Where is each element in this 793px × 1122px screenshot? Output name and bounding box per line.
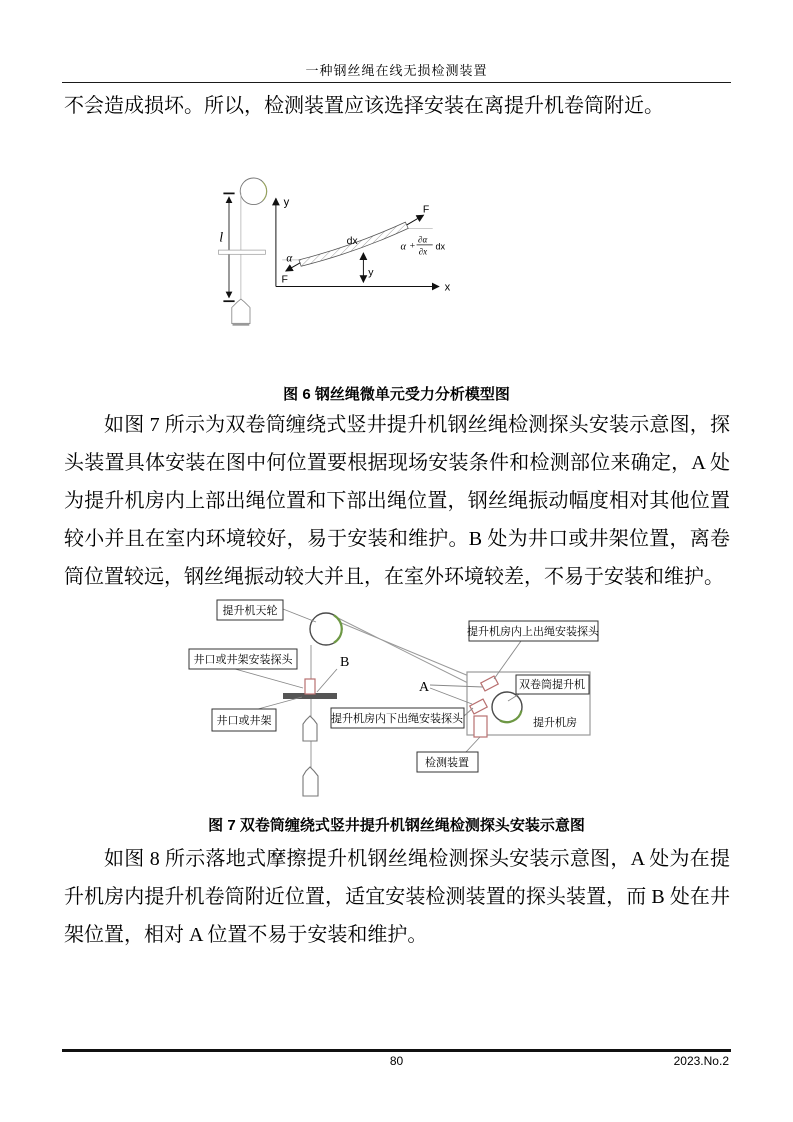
label-lower-probe: 提升机房内下出绳安装探头 [331,713,463,725]
footer-rule [62,1049,731,1052]
paragraph-2: 如图 7 所示为双卷筒缠绕式竖井提升机钢丝绳检测探头安装示意图，探头装置具体安装在图中何位置要根据现场安装条件和检测部位来确定，A 处为提升机房内上部出绳位置和下部出绳位置，钢丝绳振动幅度相对其他位置较小并且在室内环境较好，易于安装和维护。B 处为井口或井架位置，离卷筒位置较远，钢丝绳振动较大并且，在室外环境较差，不易于安装和维护。 [64,414,730,588]
leader-a-lower [430,688,472,704]
label-machine-room: 提升机房 [533,717,577,729]
leader-detection-device [466,737,480,752]
formula-dx: dx [435,241,446,252]
force-left-label: F [281,273,288,286]
x-axis-label: x [444,281,451,294]
label-wellhead-probe: 井口或井架安装探头 [193,654,293,666]
figure7-installation-diagram [180,593,600,808]
header-title: 一种钢丝绳在线无损检测装置 [305,63,488,78]
force-arrow-right [407,215,424,225]
label-upper-probe: 提升机房内上出绳安装探头 [467,626,599,638]
label-point-b: B [340,655,350,670]
formula-partial-alpha: ∂α [418,234,428,245]
formula-alpha: α [400,241,407,253]
diagonal-rope-2 [339,622,488,684]
footer-issue: 2023.No.2 [673,1054,729,1068]
header-rule [62,82,731,83]
leader-sheave [283,609,316,622]
y-offset-label: y [368,266,374,279]
paragraph-3: 如图 8 所示落地式摩擦提升机钢丝绳检测探头安装示意图，A 处为在提升机房内提升机卷筒附近位置，适宜安装检测装置的探头装置，而 B 处在井架位置，相对 A 位置不易于安装和维护。 [64,848,730,946]
label-wellhead: 井口或井架 [216,715,272,727]
detection-device-rect [474,716,487,737]
label-sheave: 提升机天轮 [222,605,278,617]
y-axis-label: y [283,196,290,209]
clamp-bar [219,250,266,254]
weight-1 [303,716,317,741]
label-detection-device: 检测装置 [425,757,469,769]
figure6-force-model-diagram [180,130,600,380]
paragraph-1: 不会造成损坏。所以，检测装置应该选择安装在离提升机卷筒附近。 [64,95,664,117]
formula-plus: + [409,240,416,252]
leader-point-b [317,669,337,692]
weight-2 [303,767,318,796]
figure6-caption: 图 6 钢丝绳微单元受力分析模型图 [283,386,510,403]
leader-wellhead [258,697,302,709]
alpha-label: α [286,252,293,265]
force-right-label: F [422,203,430,216]
weight-bottle [232,299,250,324]
leader-wellhead-probe [235,669,303,688]
label-point-a: A [419,680,430,695]
probe-b-rect [305,679,315,694]
footer-page-number: 80 [389,1054,404,1068]
dx-label: dx [346,234,358,247]
label-drum: 双卷筒提升机 [519,679,585,691]
formula-partial-x: ∂x [418,246,428,257]
weight-base [233,323,250,326]
figure7-caption: 图 7 双卷筒缠绕式竖井提升机钢丝绳检测探头安装示意图 [208,817,585,834]
length-label: l [219,230,224,246]
